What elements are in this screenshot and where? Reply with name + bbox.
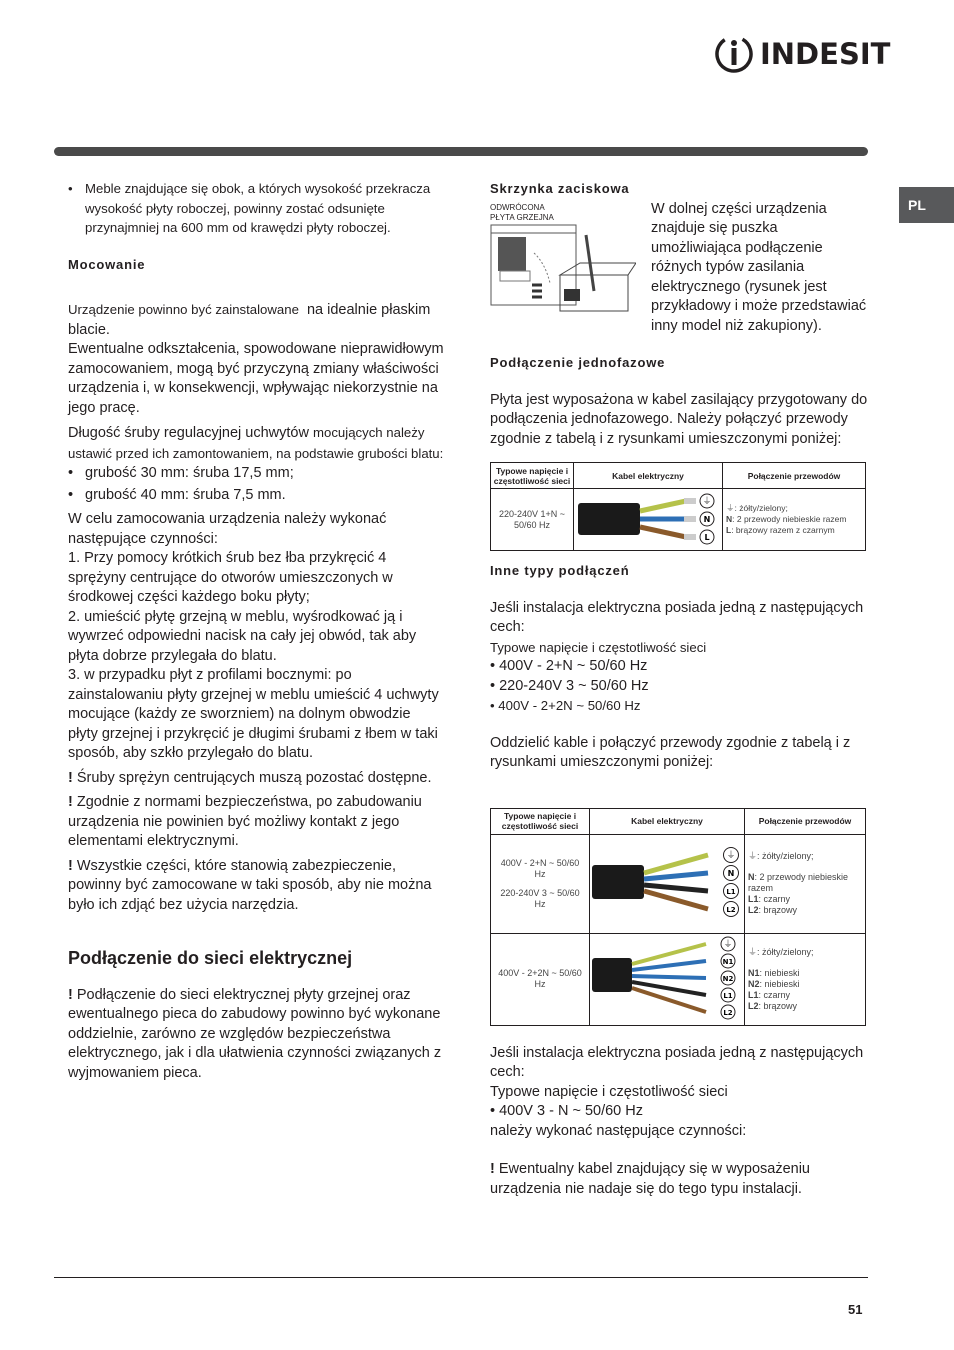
- indesit-logo-icon: [714, 34, 754, 74]
- terminal-box-text: W dolnej części urządzenia znajduje się puszka umożliwiająca podłączenie różnych typów zasilania elektrycznego (rysunek jest przykładowy i może przedstawiać inny model niż zakupiony).: [651, 200, 867, 334]
- single-phase-table: [490, 462, 866, 551]
- paragraph: Ewentualne odkształcenia, spowodowane nieprawidłowym zamocowaniem, mogą być przyczyną zmiany właściwości urządzenia i, w konsekwencji, wpływając niekorzystnie na jego pracę.: [68, 341, 444, 416]
- terminal-box-figure: ODWRÓCONA PŁYTA GRZEJNA: [490, 200, 640, 337]
- language-tab: PL: [899, 187, 954, 223]
- table-cell: 400V - 2+2N ~ 50/60 Hz: [491, 933, 590, 1025]
- section-heading: Podłączenie do sieci elektrycznej: [68, 948, 353, 968]
- warning: ! Śruby sprężyn centrujących muszą pozostać dostępne.: [68, 769, 432, 786]
- single-phase-heading: Podłączenie jednofazowe: [490, 355, 666, 370]
- paragraph: Typowe napięcie i częstotliwość sieci: [490, 639, 707, 655]
- table-cell: 400V - 2+N ~ 50/60 Hz 220-240V 3 ~ 50/60 Hz: [491, 834, 590, 933]
- left-column: [68, 179, 444, 1083]
- paragraph: 1. Przy pomocy krótkich śrub bez łba przykręcić 4 sprężyny centrujące do otworów umieszczonych w środkowej części każdego boku płyty;: [68, 550, 393, 605]
- table-cell: 220-240V 1+N ~ 50/60 Hz: [491, 489, 574, 551]
- list-item: • grubość 30 mm: śruba 17,5 mm;: [68, 465, 294, 481]
- svg-text:L2: L2: [726, 905, 736, 914]
- paragraph: Oddzielić kable i połączyć przewody zgodnie z tabelą i z rysunkami umieszczonymi poniżej:: [490, 734, 851, 770]
- table-header: Typowe napięcie i częstotliwość sieci: [491, 808, 590, 834]
- earth-icon: ⏚: [726, 503, 735, 513]
- svg-text:N: N: [727, 868, 735, 878]
- paragraph: Płyta jest wyposażona w kabel zasilający przygotowany do podłączenia jednofazowego. Należy połączyć przewody zgodnie z tabelą i z rysunkami umieszczonymi poniżej:: [490, 391, 868, 447]
- connection-cell: ⏚: żółty/zielony; N1: niebieski N2: niebieski L1: czarny L2: brązowy: [745, 933, 866, 1025]
- brand-name: INDESIT: [760, 37, 891, 71]
- svg-text:⏚: ⏚: [702, 497, 712, 507]
- header-bar: [54, 147, 868, 156]
- earth-icon: ⏚: [748, 851, 758, 861]
- list-item: • grubość 40 mm: śruba 7,5 mm.: [68, 486, 286, 503]
- svg-text:L1: L1: [723, 991, 733, 1000]
- svg-text:L2: L2: [723, 1008, 733, 1017]
- table-header: Typowe napięcie i częstotliwość sieci: [491, 463, 574, 489]
- svg-text:⏚: ⏚: [726, 850, 736, 861]
- bullet-item: • Meble znajdujące się obok, a których wysokość przekracza wysokość płyty roboczej, powinny zostać odsunięte przynajmniej na 600 mm od krawędzi płyty roboczej.: [68, 181, 431, 235]
- right-column: [490, 179, 868, 1199]
- warning: ! Podłączenie do sieci elektrycznej płyty grzejnej oraz ewentualnego pieca do zabudowy powinno być wykonane oddzielnie, zarówno ze względów bezpieczeństwa elektrycznego, jak i dla ułatwienia czynności związanych z wyjmowaniem pieca.: [68, 986, 442, 1081]
- warning: ! Wszystkie części, które stanowią zabezpieczenie, powinny być zamocowane w taki sposób, aby nie można było ich zdjąć bez użycia narzędzia.: [68, 857, 432, 913]
- page-number: 51: [848, 1302, 863, 1317]
- svg-text:N: N: [703, 515, 711, 524]
- footer-line: [54, 1277, 868, 1278]
- brand-logo: [714, 34, 890, 74]
- paragraph: Typowe napięcie i częstotliwość sieci: [490, 1083, 728, 1100]
- paragraph: Urządzenie powinno być zainstalowane na idealnie płaskim blacie.: [68, 302, 431, 338]
- paragraph: Jeśli instalacja elektryczna posiada jedną z następujących cech:: [490, 1044, 864, 1080]
- list-item: • 220-240V 3 ~ 50/60 Hz: [490, 677, 649, 694]
- warning: ! Ewentualny kabel znajdujący się w wyposażeniu urządzenia nie nadaje się do tego typu instalacji.: [490, 1161, 810, 1197]
- svg-text:L: L: [704, 533, 710, 542]
- paragraph: 2. umieścić płytę grzejną w meblu, wyśrodkować ją i wywrzeć odpowiedni nacisk na cały jej obwód, tak aby płyta dobrze przylegała do blatu.: [68, 608, 417, 664]
- other-connections-heading: Inne typy podłączeń: [490, 563, 630, 578]
- paragraph: 3. w przypadku płyt z profilami bocznymi: po zainstalowaniu płyty grzejnej w meblu umieścić 4 uchwyty mocujące (każdy ze sworzniem) na dolnym obwodzie płyty grzejnej i przykręcić je długimi śrubami z łbem w taki sposób, aby szkło przylegało do blatu.: [68, 667, 439, 761]
- paragraph: Jeśli instalacja elektryczna posiada jedną z następujących cech:: [490, 599, 864, 635]
- table-header: Kabel elektryczny: [574, 463, 723, 489]
- multi-phase-table: [490, 808, 866, 1026]
- paragraph: Długość śruby regulacyjnej uchwytów mocujących należy ustawić przed ich zamontowaniem, na podstawie grubości blatu:: [68, 425, 444, 461]
- connection-cell: ⏚: żółty/zielony; N: 2 przewody niebieskie razem L: brązowy razem z czarnym: [723, 489, 866, 551]
- cable-illustration: [590, 834, 745, 933]
- table-header: Połączenie przewodów: [745, 808, 866, 834]
- svg-text:⏚: ⏚: [723, 939, 733, 950]
- svg-text:N1: N1: [722, 957, 734, 966]
- table-header: Połączenie przewodów: [723, 463, 866, 489]
- list-item: • 400V - 2+2N ~ 50/60 Hz: [490, 698, 641, 713]
- cable-illustration: [590, 933, 745, 1025]
- connection-cell: ⏚: żółty/zielony; N: 2 przewody niebieskie razem L1: czarny L2: brązowy: [745, 834, 866, 933]
- list-item: • 400V 3 - N ~ 50/60 Hz: [490, 1103, 643, 1119]
- earth-icon: ⏚: [748, 946, 758, 957]
- svg-text:L1: L1: [726, 887, 736, 896]
- paragraph: W celu zamocowania urządzenia należy wykonać następujące czynności:: [68, 511, 387, 547]
- skrzynka-heading: Skrzynka zaciskowa: [490, 181, 630, 196]
- terminal-box-illustration: [490, 223, 636, 318]
- paragraph: należy wykonać następujące czynności:: [490, 1122, 747, 1139]
- svg-text:N2: N2: [722, 974, 734, 983]
- mocowanie-heading: Mocowanie: [68, 256, 146, 272]
- list-item: • 400V - 2+N ~ 50/60 Hz: [490, 658, 648, 674]
- table-header: Kabel elektryczny: [590, 808, 745, 834]
- warning: ! Zgodnie z normami bezpieczeństwa, po zabudowaniu urządzenia nie powinien być możliwy kontakt z jego elementami elektrycznymi.: [68, 794, 422, 849]
- cable-illustration: [574, 489, 723, 551]
